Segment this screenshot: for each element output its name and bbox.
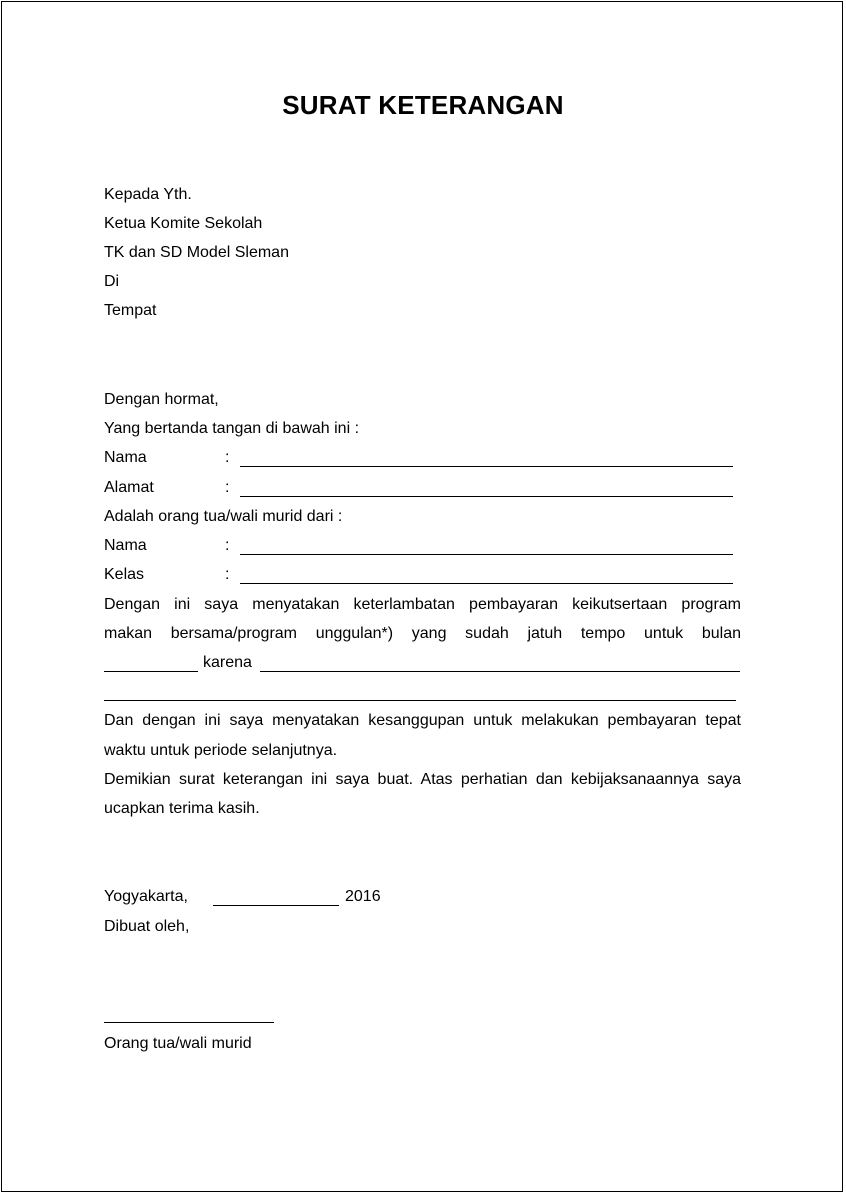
reason-blank-continued[interactable] — [104, 700, 736, 701]
student-class-label: Kelas — [104, 566, 145, 583]
statement-line-1: Dengan ini saya menyatakan keterlambatan pembayaran keikutsertaan program — [104, 596, 741, 613]
closing-line-2: ucapkan terima kasih. — [104, 800, 260, 817]
parent-address-colon: : — [225, 479, 230, 496]
parent-address-label: Alamat — [104, 479, 154, 496]
date-blank[interactable] — [213, 905, 339, 906]
document-title: SURAT KETERANGAN — [282, 90, 564, 120]
commitment-line-1: Dan dengan ini saya menyatakan kesanggupan untuk melakukan pembayaran tepat — [104, 712, 741, 729]
commitment-line-2: waktu untuk periode selanjutnya. — [104, 742, 338, 759]
recipient-line-4: Di — [104, 273, 120, 290]
parent-name-label: Nama — [104, 449, 147, 466]
reason-blank[interactable] — [260, 671, 740, 672]
parent-name-blank[interactable] — [240, 466, 733, 467]
signer-intro: Yang bertanda tangan di bawah ini : — [104, 420, 360, 437]
place-label: Yogyakarta, — [104, 888, 188, 905]
parent-name-colon: : — [225, 449, 230, 466]
student-class-colon: : — [225, 566, 230, 583]
recipient-line-2: Ketua Komite Sekolah — [104, 215, 263, 232]
recipient-line-1: Kepada Yth. — [104, 186, 192, 203]
signature-line[interactable] — [104, 1022, 274, 1023]
date-year: 2016 — [345, 888, 381, 905]
made-by-label: Dibuat oleh, — [104, 918, 190, 935]
student-name-colon: : — [225, 537, 230, 554]
month-blank[interactable] — [104, 671, 198, 672]
student-name-blank[interactable] — [240, 554, 733, 555]
statement-line-2: makan bersama/program unggulan*) yang sudah jatuh tempo untuk bulan — [104, 625, 741, 642]
recipient-line-5: Tempat — [104, 302, 157, 319]
student-class-blank[interactable] — [240, 583, 733, 584]
recipient-line-3: TK dan SD Model Sleman — [104, 244, 289, 261]
closing-line-1: Demikian surat keterangan ini saya buat. Atas perhatian dan kebijaksanaannya saya — [104, 771, 741, 788]
parent-address-blank[interactable] — [240, 496, 733, 497]
signature-label: Orang tua/wali murid — [104, 1035, 252, 1052]
karena-word: karena — [203, 654, 252, 671]
greeting: Dengan hormat, — [104, 391, 219, 408]
student-name-label: Nama — [104, 537, 147, 554]
student-intro: Adalah orang tua/wali murid dari : — [104, 508, 343, 525]
